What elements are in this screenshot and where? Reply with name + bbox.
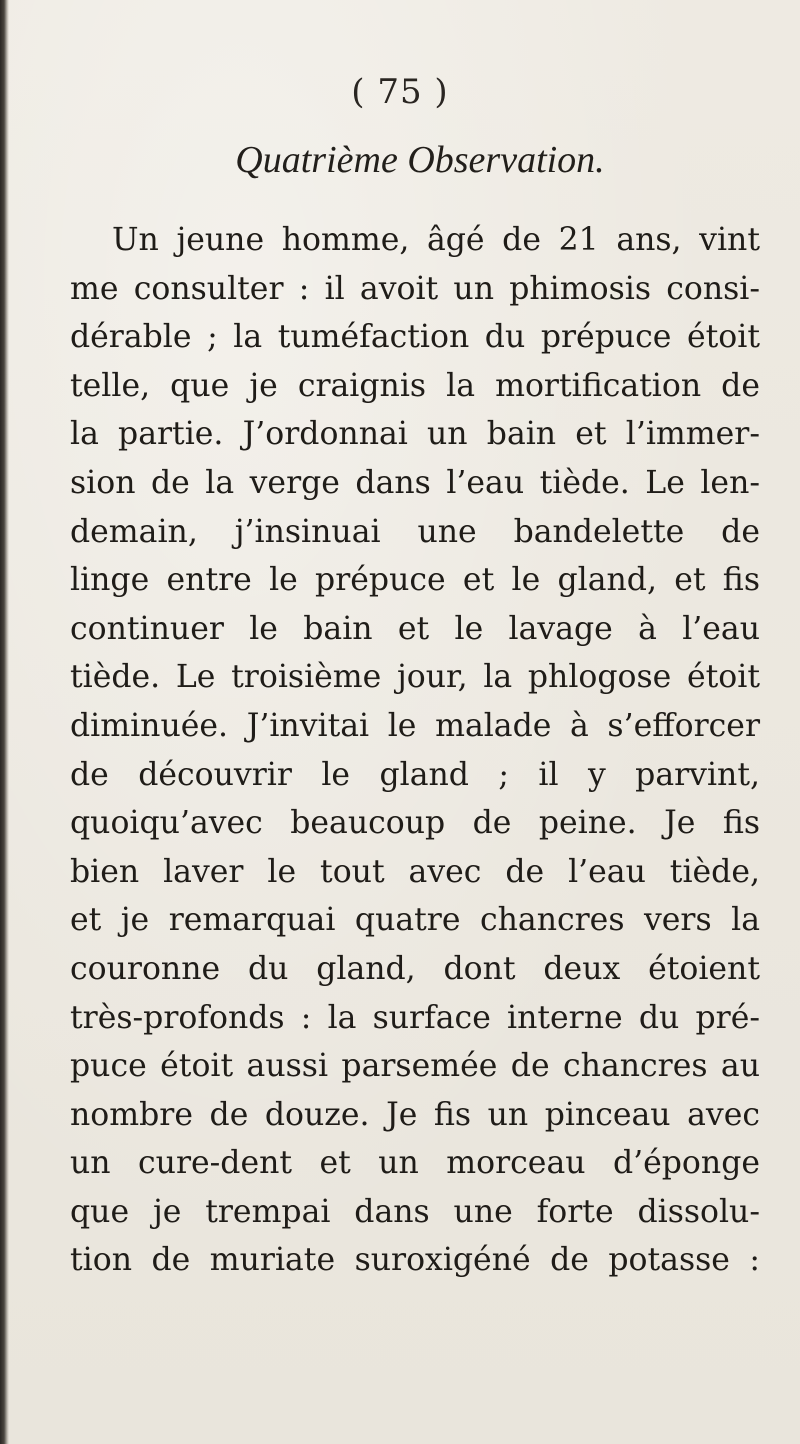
text-line: tiède. Le troisième jour, la phlogose étoit — [70, 659, 760, 696]
text-line: quoiqu’avec beaucoup de peine. Je fis — [70, 805, 760, 842]
text-line: couronne du gland, dont deux étoient — [70, 950, 760, 987]
text-line: demain, j’insinuai une bandelette de — [70, 513, 760, 550]
body-paragraph — [70, 216, 760, 1285]
text-line: Un jeune homme, âgé de 21 ans, vint — [112, 222, 760, 258]
text-line: de découvrir le gland ; il y parvint, — [70, 756, 760, 793]
text-line: un cure-dent et un morceau d’éponge — [70, 1145, 760, 1182]
text-line: que je trempai dans une forte dissolu- — [70, 1193, 760, 1230]
page-binding-edge — [0, 0, 9, 1444]
page-number: ( 75 ) — [351, 72, 449, 112]
text-line: me consulter : il avoit un phimosis consi- — [70, 270, 760, 307]
text-line: la partie. J’ordonnai un bain et l’immer- — [70, 416, 760, 453]
text-line: sion de la verge dans l’eau tiède. Le len- — [70, 464, 760, 501]
text-line: dérable ; la tuméfaction du prépuce étoit — [70, 319, 760, 356]
text-line: tion de muriate suroxigéné de potasse : — [70, 1242, 760, 1279]
text-line: et je remarquai quatre chancres vers la — [70, 902, 760, 939]
text-line: très-profonds : la surface interne du pré- — [70, 999, 760, 1036]
text-line: puce étoit aussi parsemée de chancres au — [70, 1048, 760, 1085]
text-line: nombre de douze. Je fis un pinceau avec — [70, 1096, 760, 1133]
text-line: linge entre le prépuce et le gland, et fis — [70, 562, 760, 599]
text-line: bien laver le tout avec de l’eau tiède, — [70, 853, 760, 890]
section-heading: Quatrième Observation. — [235, 139, 605, 181]
text-line: telle, que je craignis la mortification de — [70, 367, 760, 404]
text-line: continuer le bain et le lavage à l’eau — [70, 610, 760, 647]
text-line: diminuée. J’invitai le malade à s’efforcer — [70, 707, 760, 744]
